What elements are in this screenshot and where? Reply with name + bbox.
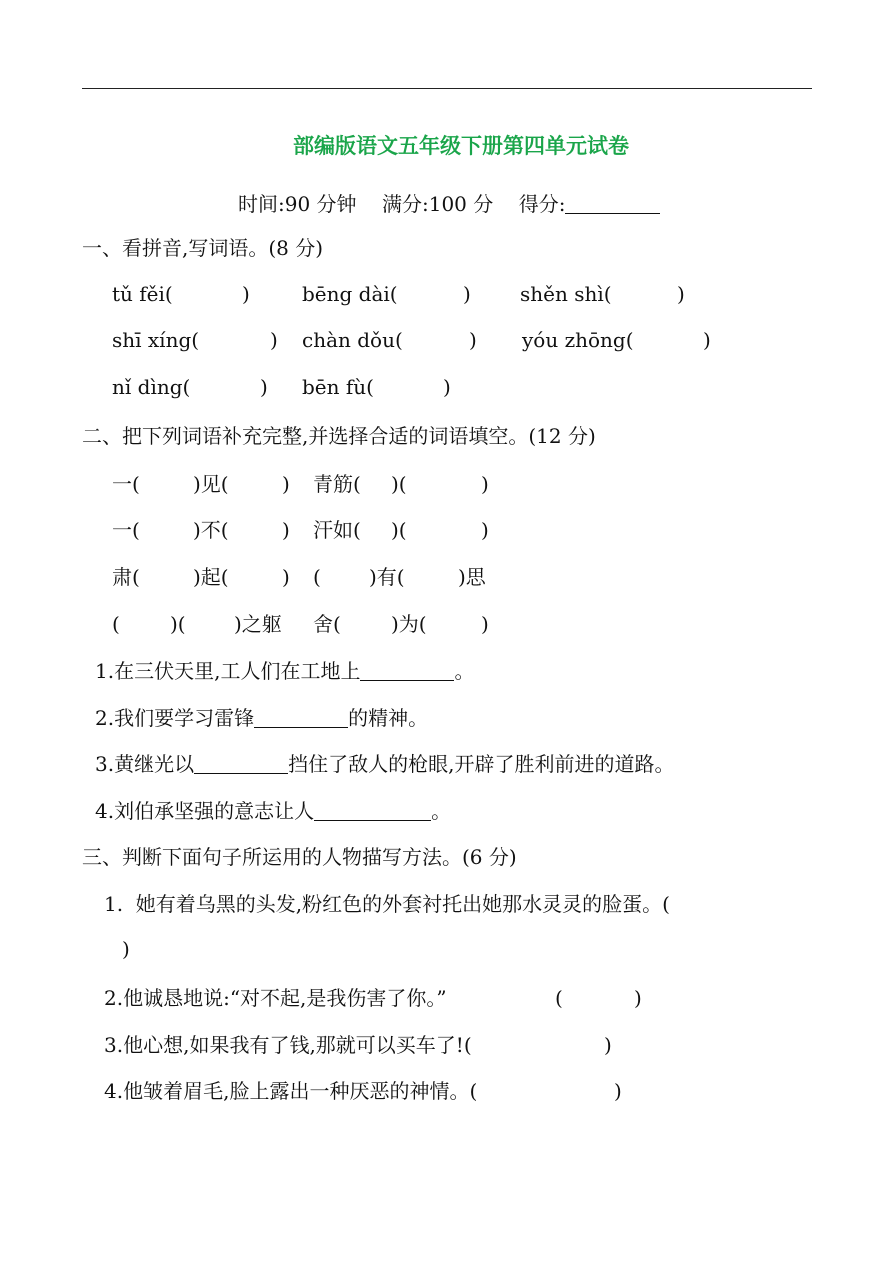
idiom-part: )之躯 (234, 612, 282, 636)
pinyin-close: ) (443, 375, 451, 399)
pinyin-item: yóu zhōng( (522, 328, 634, 352)
idiom-part: )( (170, 612, 186, 636)
section-1-heading: 一、看拼音,写词语。(8 分) (82, 236, 324, 260)
idiom-part: 肃( (112, 565, 140, 589)
pinyin-close: ) (270, 328, 278, 352)
time-info: 时间:90 分钟 (238, 192, 357, 216)
answer-blank[interactable] (314, 800, 431, 821)
idiom-part: )见( (193, 472, 229, 496)
top-rule (82, 88, 812, 89)
pinyin-close: ) (260, 375, 268, 399)
question-text: 3.黄继光以 (95, 752, 195, 776)
idiom-part: )( (391, 472, 407, 496)
judge-question-2: 2.他诚恳地说:“对不起,是我伤害了你。” (104, 986, 447, 1010)
pinyin-close: ) (242, 282, 250, 306)
section-3-heading: 三、判断下面句子所运用的人物描写方法。(6 分) (82, 845, 517, 869)
pinyin-item: shěn shì( (520, 282, 612, 306)
answer-blank[interactable] (360, 660, 454, 681)
idiom-part: ) (481, 612, 489, 636)
page-title: 部编版语文五年级下册第四单元试卷 (293, 134, 629, 158)
idiom-part: )为( (391, 612, 427, 636)
pinyin-item: chàn dǒu( (302, 328, 403, 352)
idiom-part: ( (112, 612, 120, 636)
idiom-part: ) (481, 518, 489, 542)
judge-question-1: 1. 她有着乌黑的头发,粉红色的外套衬托出她那水灵灵的脸蛋。( (104, 892, 670, 916)
idiom-part: ) (282, 518, 290, 542)
score-label: 得分: (518, 192, 566, 216)
question-text: 4.刘伯承坚强的意志让人 (95, 799, 315, 823)
pinyin-item: bēn fù( (302, 375, 374, 399)
question-text: 。 (454, 659, 475, 683)
idiom-part: ) (282, 472, 290, 496)
idiom-part: )思 (458, 565, 486, 589)
pinyin-close: ) (677, 282, 685, 306)
answer-blank[interactable] (254, 707, 348, 728)
idiom-part: )不( (193, 518, 229, 542)
score-blank[interactable] (565, 193, 660, 214)
question-text: 挡住了敌人的枪眼,开辟了胜利前进的道路。 (288, 752, 675, 776)
question-text: 。 (431, 799, 452, 823)
idiom-part: )有( (369, 565, 405, 589)
fill-question-3 (95, 753, 674, 774)
idiom-part: )( (391, 518, 407, 542)
judge-question-3: 3.他心想,如果我有了钱,那就可以买车了!( (104, 1033, 472, 1057)
pinyin-item: nǐ dìng( (112, 375, 191, 399)
answer-paren-close: ) (604, 1033, 612, 1057)
full-score-info: 满分:100 分 (381, 192, 494, 216)
idiom-part: 一( (112, 518, 140, 542)
idiom-part: 青筋( (313, 472, 361, 496)
pinyin-close: ) (469, 328, 477, 352)
exam-info (238, 188, 660, 217)
pinyin-item: bēng dài( (302, 282, 398, 306)
fill-question-4 (95, 800, 451, 821)
idiom-part: 舍( (313, 612, 341, 636)
idiom-part: ) (282, 565, 290, 589)
judge-question-4: 4.他皱着眉毛,脸上露出一种厌恶的神情。( (104, 1079, 478, 1103)
pinyin-close: ) (463, 282, 471, 306)
idiom-part: ) (481, 472, 489, 496)
answer-paren-close: ) (634, 986, 642, 1010)
pinyin-item: tǔ fěi( (112, 282, 173, 306)
answer-paren-close: ) (614, 1079, 622, 1103)
idiom-part: 一( (112, 472, 140, 496)
question-text: 1.在三伏天里,工人们在工地上 (95, 659, 361, 683)
pinyin-close: ) (703, 328, 711, 352)
question-text: 的精神。 (348, 706, 429, 730)
section-2-heading: 二、把下列词语补充完整,并选择合适的词语填空。(12 分) (82, 424, 596, 448)
answer-blank[interactable] (194, 753, 288, 774)
answer-paren-open: ( (555, 986, 563, 1010)
question-text: 2.我们要学习雷锋 (95, 706, 255, 730)
pinyin-item: shī xíng( (112, 328, 200, 352)
idiom-part: 汗如( (313, 518, 361, 542)
judge-question-1-close: ) (122, 937, 130, 961)
fill-question-1 (95, 660, 474, 681)
idiom-part: )起( (193, 565, 229, 589)
fill-question-2 (95, 707, 428, 728)
idiom-part: ( (313, 565, 321, 589)
